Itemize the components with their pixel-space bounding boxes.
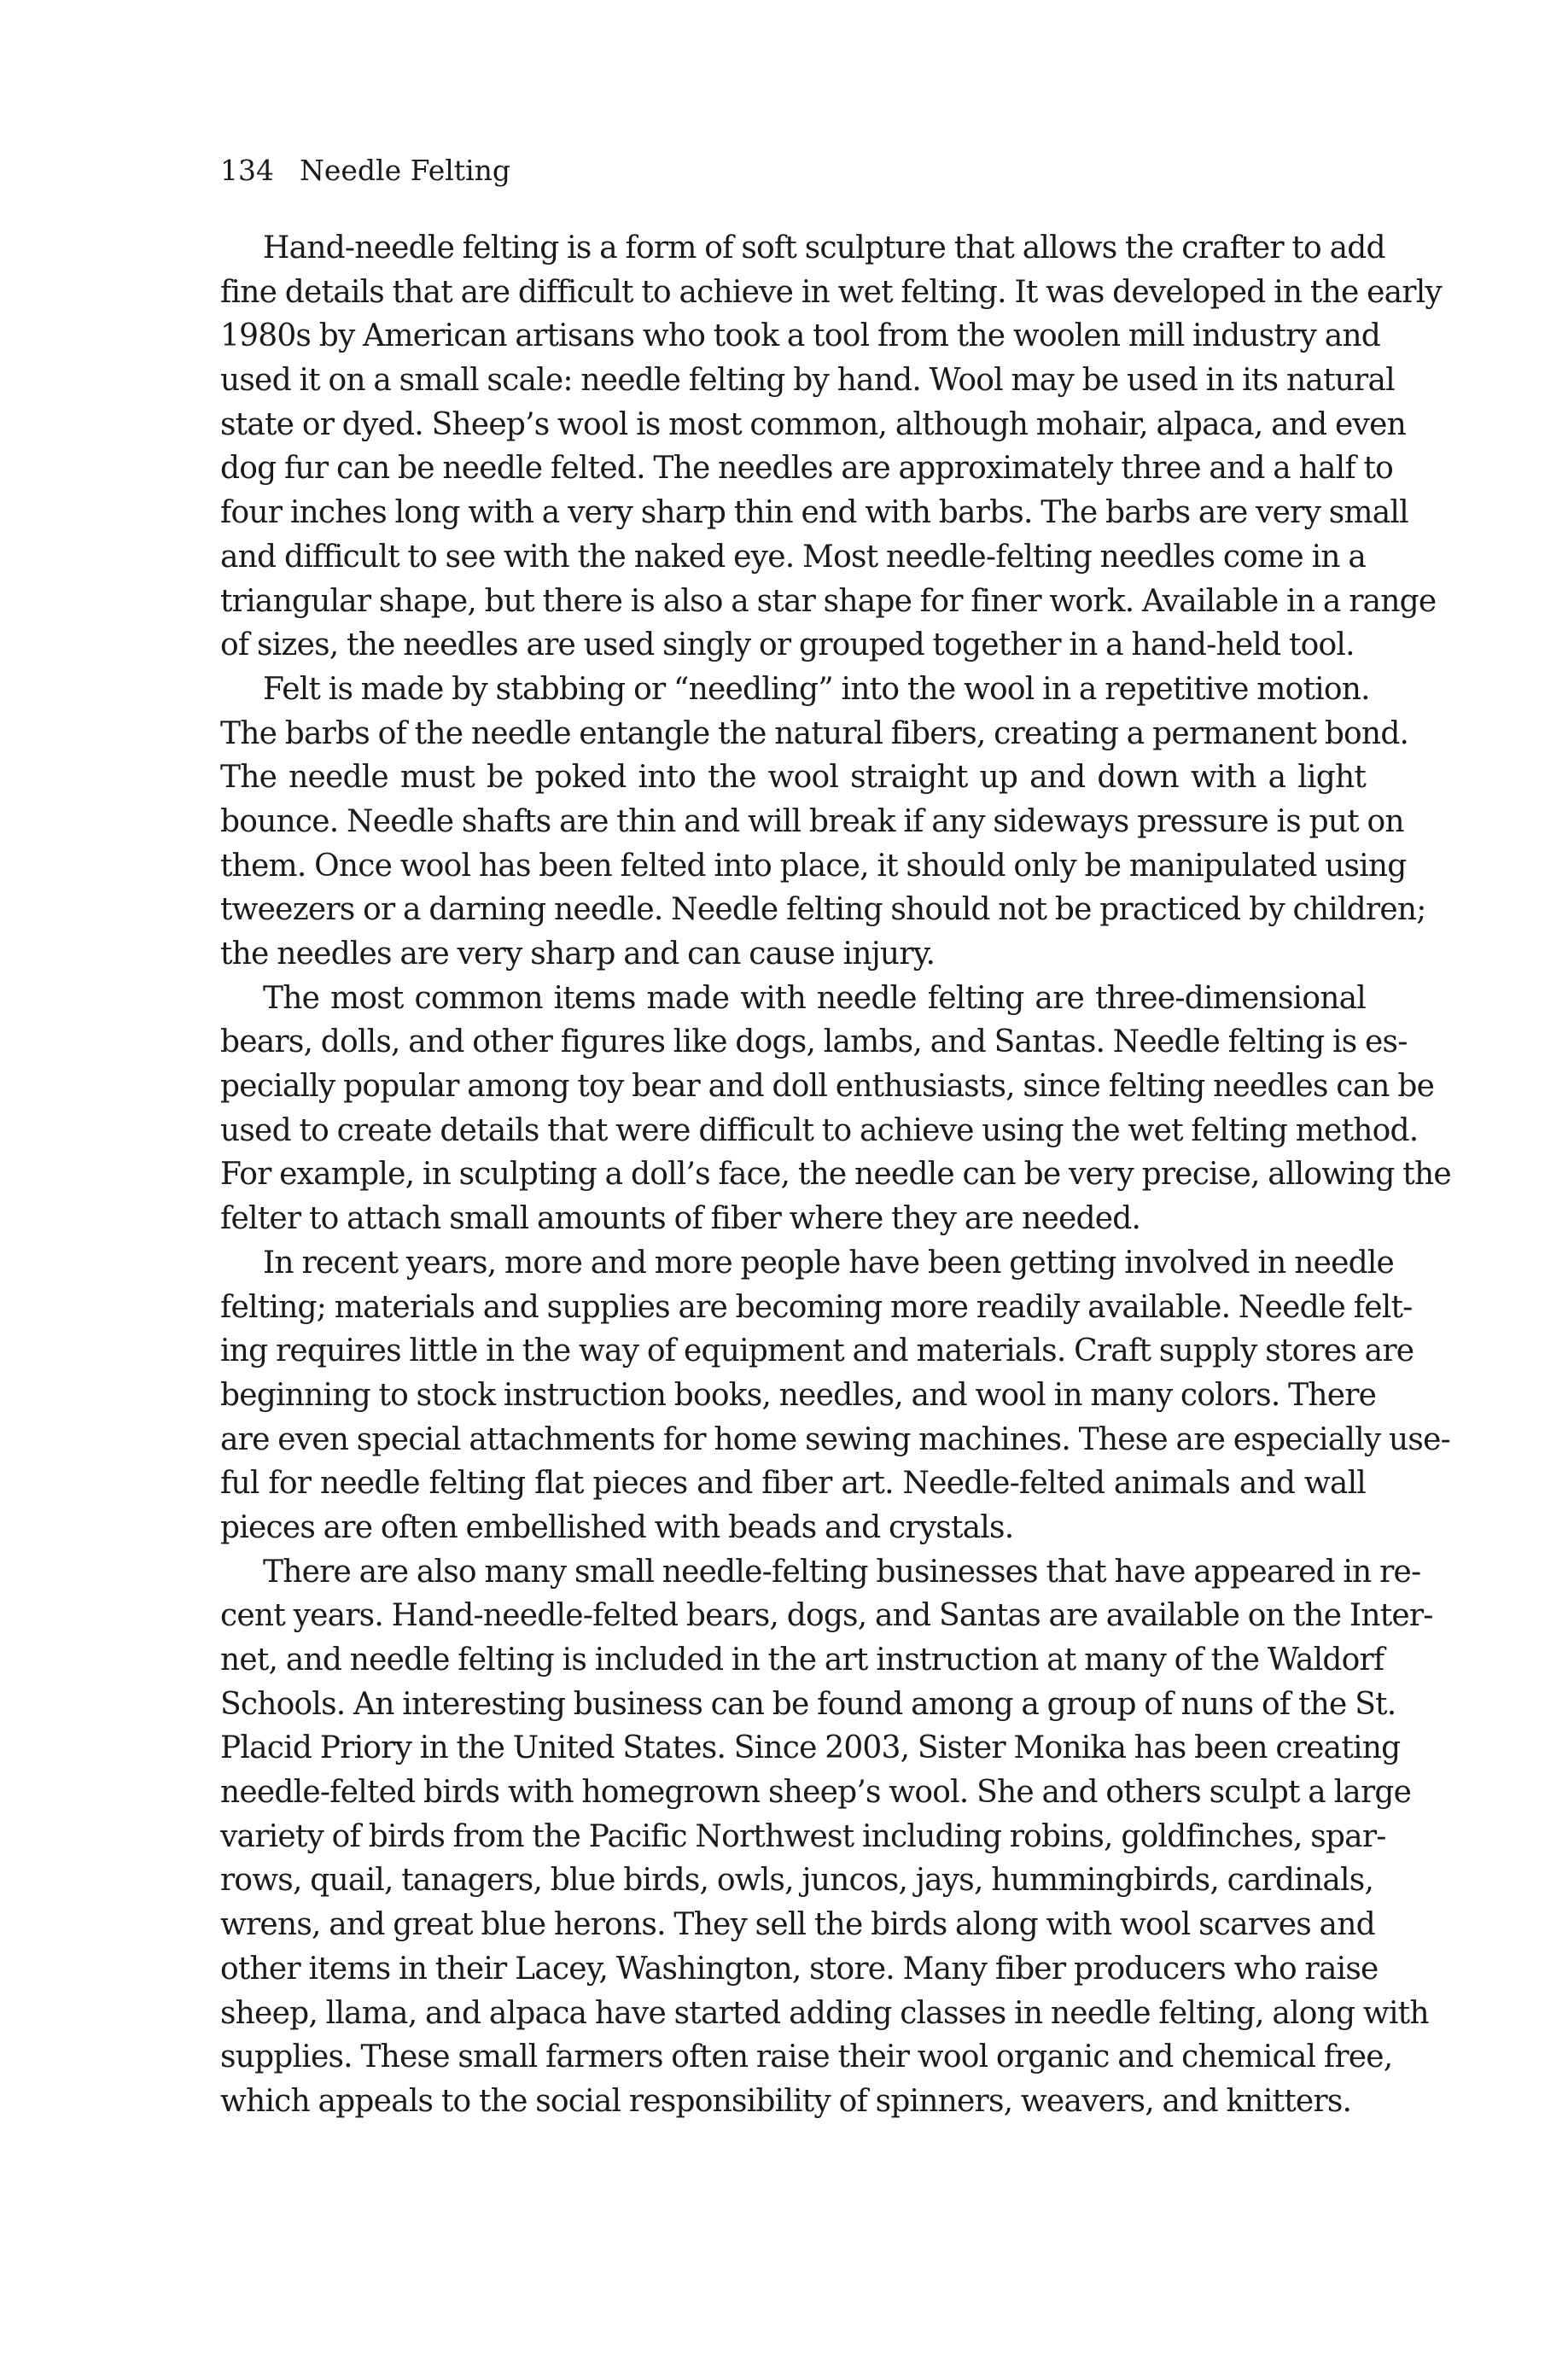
paragraph <box>220 668 1426 977</box>
text-line: There are also many small needle-felting businesses that have appeared in re- <box>263 1554 1421 1590</box>
text-line: variety of birds from the Pacific Northwest including robins, goldfinches, spar- <box>220 1818 1386 1854</box>
text-line: which appeals to the social responsibility of spinners, weavers, and knitters. <box>220 2083 1352 2119</box>
text-line: The needle must be poked into the wool straight up and down with a light <box>220 760 1366 796</box>
text-line: rows, quail, tanagers, blue birds, owls, juncos, jays, hummingbirds, cardinals, <box>220 1863 1374 1899</box>
text-line: of sizes, the needles are used singly or grouped together in a hand-held tool. <box>220 627 1355 663</box>
text-line: Schools. An interesting business can be found among a group of nuns of the St. <box>220 1686 1396 1722</box>
text-line: Hand-needle felting is a form of soft sculpture that allows the crafter to add <box>263 230 1385 265</box>
text-line: For example, in sculpting a doll’s face, the needle can be very precise, allowing the <box>220 1157 1451 1193</box>
text-line: them. Once wool has been felted into place, it should only be manipulated using <box>220 848 1407 884</box>
text-line: dog fur can be needle felted. The needles are approximately three and a half to <box>220 451 1394 487</box>
text-line: fine details that are difficult to achieve in wet felting. It was developed in the early <box>220 274 1442 310</box>
text-line: bears, dolls, and other figures like dogs, lambs, and Santas. Needle felting is es- <box>220 1024 1408 1060</box>
text-line: pieces are often embellished with beads and crystals. <box>220 1509 1014 1545</box>
text-line: sheep, llama, and alpaca have started adding classes in needle felting, along with <box>220 1995 1429 2031</box>
text-line: Felt is made by stabbing or “needling” into the wool in a repetitive motion. <box>263 671 1370 707</box>
text-line: cent years. Hand-needle-felted bears, dogs, and Santas are available on the Inter- <box>220 1598 1433 1634</box>
paragraph <box>220 977 1451 1241</box>
text-line: felting; materials and supplies are becoming more readily available. Needle felt- <box>220 1289 1413 1325</box>
text-line: ful for needle felting flat pieces and fiber art. Needle-felted animals and wall <box>220 1466 1366 1502</box>
text-line: are even special attachments for home sewing machines. These are especially use- <box>220 1421 1450 1457</box>
text-line: needle-felted birds with homegrown sheep’s wool. She and others sculpt a large <box>220 1775 1412 1811</box>
text-line: used it on a small scale: needle felting by hand. Wool may be used in its natural <box>220 363 1395 399</box>
paragraph <box>220 226 1442 668</box>
paragraph <box>220 1241 1450 1550</box>
text-line: pecially popular among toy bear and doll enthusiasts, since felting needles can be <box>220 1069 1435 1105</box>
text-line: The most common items made with needle felting are three-dimensional <box>263 980 1366 1016</box>
text-line: tweezers or a darning needle. Needle felting should not be practiced by children; <box>220 892 1426 928</box>
text-line: The barbs of the needle entangle the natural fibers, creating a permanent bond. <box>220 715 1409 751</box>
text-line: four inches long with a very sharp thin end with barbs. The barbs are very small <box>220 495 1408 531</box>
page-number: 134 <box>220 154 274 187</box>
running-title: Needle Felting <box>300 154 511 187</box>
text-line: and difficult to see with the naked eye. Most needle-felting needles come in a <box>220 539 1366 575</box>
text-line: wrens, and great blue herons. They sell the birds along with wool scarves and <box>220 1907 1375 1943</box>
text-line: bounce. Needle shafts are thin and will break if any sideways pressure is put on <box>220 803 1404 839</box>
text-line: ing requires little in the way of equipment and materials. Craft supply stores are <box>220 1333 1414 1369</box>
text-line: the needles are very sharp and can cause injury. <box>220 937 936 972</box>
text-line: triangular shape, but there is also a star shape for finer work. Available in a range <box>220 583 1437 619</box>
text-line: beginning to stock instruction books, needles, and wool in many colors. There <box>220 1377 1377 1413</box>
text-line: felter to attach small amounts of fiber where they are needed. <box>220 1201 1141 1237</box>
paragraph <box>220 1550 1433 2124</box>
text-line: other items in their Lacey, Washington, store. Many fiber producers who raise <box>220 1951 1379 1987</box>
text-line: In recent years, more and more people have been getting involved in needle <box>263 1245 1395 1281</box>
text-line: used to create details that were difficult to achieve using the wet felting method. <box>220 1112 1419 1148</box>
text-line: state or dyed. Sheep’s wool is most common, although mohair, alpaca, and even <box>220 406 1406 442</box>
running-head <box>220 154 510 188</box>
text-line: Placid Priory in the United States. Since 2003, Sister Monika has been creating <box>220 1730 1401 1766</box>
body-text <box>220 226 1451 2124</box>
text-line: 1980s by American artisans who took a tool from the woolen mill industry and <box>220 318 1381 354</box>
text-line: supplies. These small farmers often raise their wool organic and chemical free, <box>220 2039 1393 2075</box>
text-line: net, and needle felting is included in the art instruction at many of the Waldorf <box>220 1643 1384 1678</box>
